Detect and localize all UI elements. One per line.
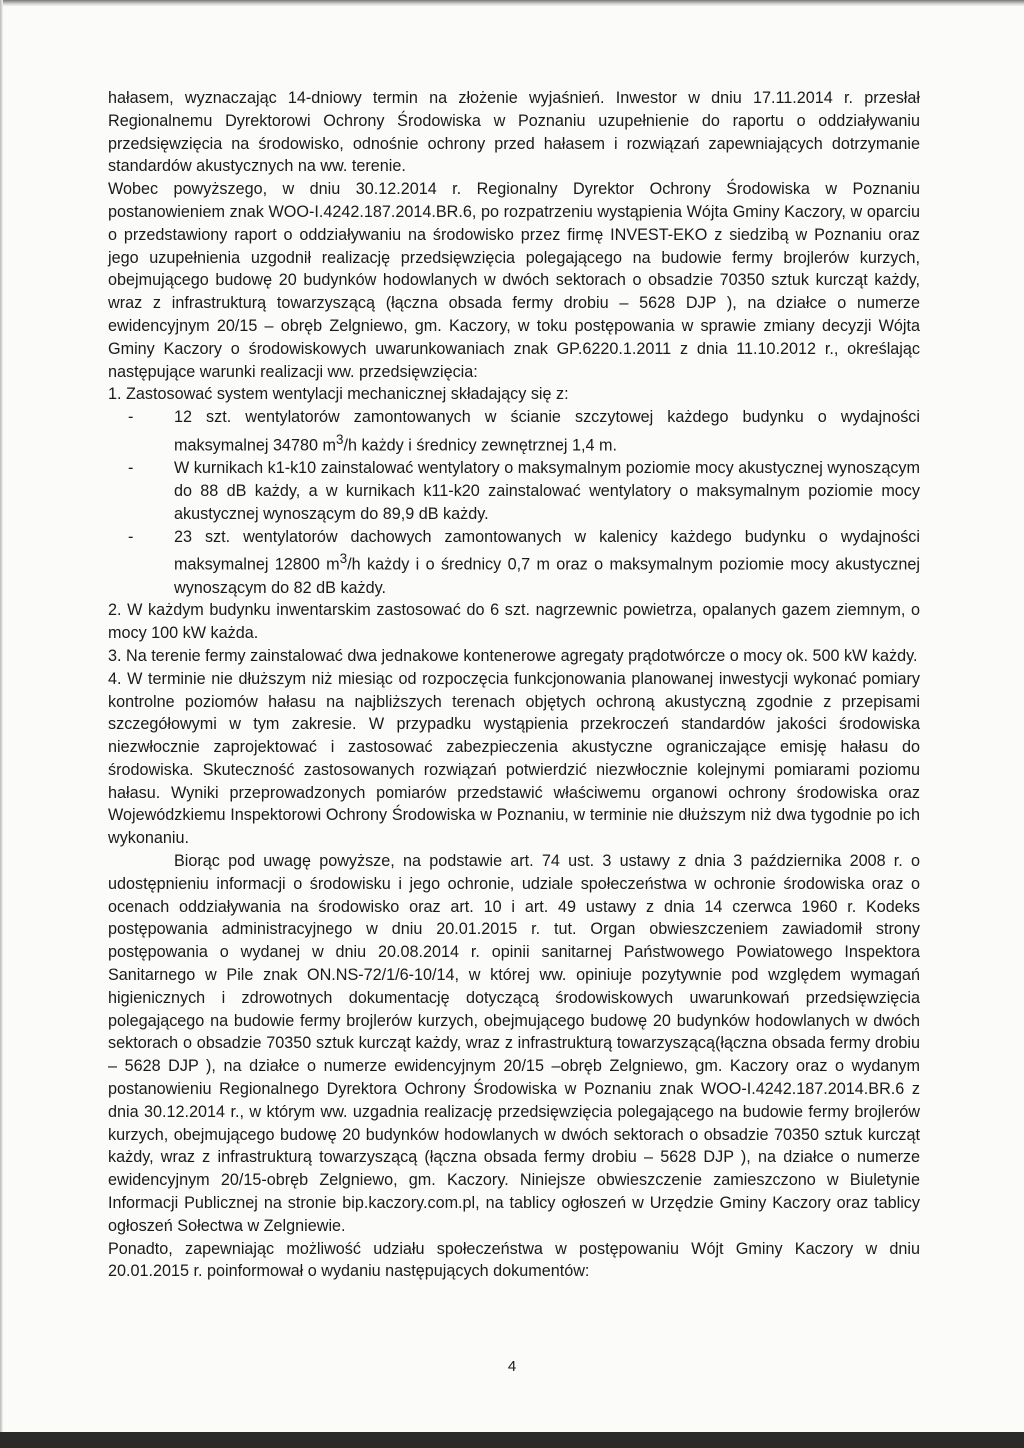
roof-fans-text-a: 23 szt. wentylatorów dachowych zamontowanych w kalenicy każdego budynku o wydajności maksymalnej 12800 m [174, 527, 920, 574]
ventilation-item-noise-levels [108, 457, 920, 525]
scan-edge-top [0, 0, 1024, 6]
superscript-3: 3 [339, 551, 348, 567]
condition-1: 1. Zastosować system wentylacji mechanicznej składający się z: [108, 385, 569, 404]
dash-marker: - [128, 527, 134, 546]
condition-2: 2. W każdym budynku inwentarskim zastosować do 6 szt. nagrzewnic powietrza, opalanych gazem ziemnym, o mocy 100 kW każda. [108, 601, 920, 643]
scan-edge-left [0, 0, 3, 1448]
condition-4: 4. W terminie nie dłuższym niż miesiąc od rozpoczęcia funkcjonowania planowanej inwestycji wykonać pomiary kontrolne poziomów hałasu na najbliższych terenach objętych ochroną akustyczną zgodnie z przepisami szczegółowymi w tym zakresie. W przypadku wystąpienia przekroczeń standardów jakości środowiska niezwłocznie zaprojektować i zastosować zabezpieczenia akustyczne ograniczające emisję hałasu do środowiska. Skuteczność zastosowanych rozwiązań potwierdzić niezwłocznie kolejnymi pomiarami poziomu hałasu. Wyniki przeprowadzonych pomiarów przedstawić właściwemu organowi ochrony środowiska oraz Wojewódzkiemu Inspektorowi Ochrony Środowiska w Poznaniu, w terminie nie dłuższym niż dwa tygodnie po ich wykonaniu. [108, 669, 920, 848]
paragraph-postanowienie: Wobec powyższego, w dniu 30.12.2014 r. Regionalny Dyrektor Ochrony Środowiska w Poznaniu postanowieniem znak WOO-I.4242.187.2014.BR.6, po rozpatrzeniu wystąpienia Wójta Gminy Kaczory, w oparciu o przedstawiony raport o oddziaływaniu na środowisko przez firmę INVEST-EKO z siedzibą w Poznaniu oraz jego uzupełnienia uzgodnił realizację przedsięwzięcia polegającego na budowie fermy brojlerów kurzych, obejmującego budowę 20 budynków hodowlanych w dwóch sektorach o obsadzie 70350 sztuk kurcząt każdy, wraz z infrastrukturą towarzyszącą (łączna obsada fermy drobiu – 5628 DJP ), na działce o numerze ewidencyjnym 20/15 – obręb Zelgniewo, gm. Kaczory, w toku postępowania w sprawie zmiany decyzji Wójta Gminy Kaczory o środowiskowych uwarunkowaniach znak GP.6220.1.2011 z dnia 11.10.2012 r., określając następujące warunki realizacji ww. przedsięwzięcia: [108, 180, 920, 381]
document-page [108, 87, 920, 1283]
ventilation-list [108, 406, 920, 599]
wall-fans-text-b: /h każdy i średnicy zewnętrznej 1,4 m. [343, 436, 617, 455]
paragraph-inwestor: hałasem, wyznaczając 14-dniowy termin na złożenie wyjaśnień. Inwestor w dniu 17.11.2014 r. przesłał Regionalnemu Dyrektorowi Ochrony Środowiska w Poznaniu uzupełnienie do raportu o oddziaływaniu przedsięwzięcia na środowisko, odnośnie ochrony przed hałasem i rozwiązań zapewniających dotrzymanie standardów akustycznych na ww. terenie. [108, 89, 920, 176]
superscript-3: 3 [335, 431, 344, 447]
wall-fans-text-a: 12 szt. wentylatorów zamontowanych w ścianie szczytowej każdego budynku o wydajności maksymalnej 34780 m [174, 408, 920, 455]
ventilation-item-roof-fans [108, 526, 920, 600]
roof-fans-text-b: /h każdy i o średnicy 0,7 m oraz o maksymalnym poziomie mocy akustycznej wynoszącym do 82 dB każdy. [174, 555, 920, 597]
noise-levels-text: W kurnikach k1-k10 zainstalować wentylatory o maksymalnym poziomie mocy akustycznej wynoszącym do 88 dB każdy, a w kurnikach k11-k20 zainstalować wentylatory o maksymalnym poziomie mocy akustycznej wynoszącym do 89,9 dB każdy. [174, 459, 920, 523]
ventilation-item-wall-fans [108, 406, 920, 457]
page-number: 4 [507, 1358, 517, 1375]
paragraph-obwieszczenie: Biorąc pod uwagę powyższe, na podstawie art. 74 ust. 3 ustawy z dnia 3 października 2008 r. o udostępnieniu informacji o środowisku i jego ochronie, udziale społeczeństwa w ochronie środowiska oraz o ocenach oddziaływania na środowisko oraz art. 10 i art. 49 ustawy z dnia 14 czerwca 1960 r. Kodeks postępowania administracyjnego w dniu 20.01.2015 r. tut. Organ obwieszczeniem zawiadomił strony postępowania o wydanej w dniu 20.08.2014 r. opinii sanitarnej Państwowego Powiatowego Inspektora Sanitarnego w Pile znak ON.NS-72/1/6-10/14, w której ww. opiniuje pozytywnie pod względem wymagań higienicznych i zdrowotnych dokumentację dotyczącą środowiskowych uwarunkowań przedsięwzięcia polegającego na budowie fermy brojlerów kurzych, obejmującego budowę 20 budynków hodowlanych w dwóch sektorach o obsadzie 70350 sztuk kurcząt każdy, wraz z infrastrukturą towarzyszącą(łączna obsada fermy drobiu – 5628 DJP ), na działce o numerze ewidencyjnym 20/15 –obręb Zelgniewo, gm. Kaczory oraz o wydanym postanowieniu Regionalnego Dyrektora Ochrony Środowiska w Poznaniu znak WOO-I.4242.187.2014.BR.6 z dnia 30.12.2014 r., w którym ww. uzgadnia realizację przedsięwzięcia polegającego na budowie fermy brojlerów kurzych, obejmującego budowę 20 budynków hodowlanych w dwóch sektorach o obsadzie 70350 sztuk kurcząt każdy, wraz z infrastrukturą towarzyszącą (łączna obsada fermy drobiu – 5628 DJP ), na działce o numerze ewidencyjnym 20/15-obręb Zelgniewo, gm. Kaczory. Niniejsze obwieszczenie zamieszczono w Biuletynie Informacji Publicznej na stronie bip.kaczory.com.pl, na tablicy ogłoszeń w Urzędzie Gminy Kaczory oraz tablicy ogłoszeń Sołectwa w Zelgniewie. [108, 852, 920, 1235]
scan-edge-bottom [0, 1432, 1024, 1448]
dash-marker: - [128, 459, 134, 478]
dash-marker: - [128, 408, 134, 427]
condition-3: 3. Na terenie fermy zainstalować dwa jednakowe kontenerowe agregaty prądotwórcze o mocy ok. 500 kW każdy. [108, 646, 918, 665]
paragraph-ponadto: Ponadto, zapewniając możliwość udziału społeczeństwa w postępowaniu Wójt Gminy Kaczory w dniu 20.01.2015 r. poinformował o wydaniu następujących dokumentów: [108, 1239, 920, 1281]
